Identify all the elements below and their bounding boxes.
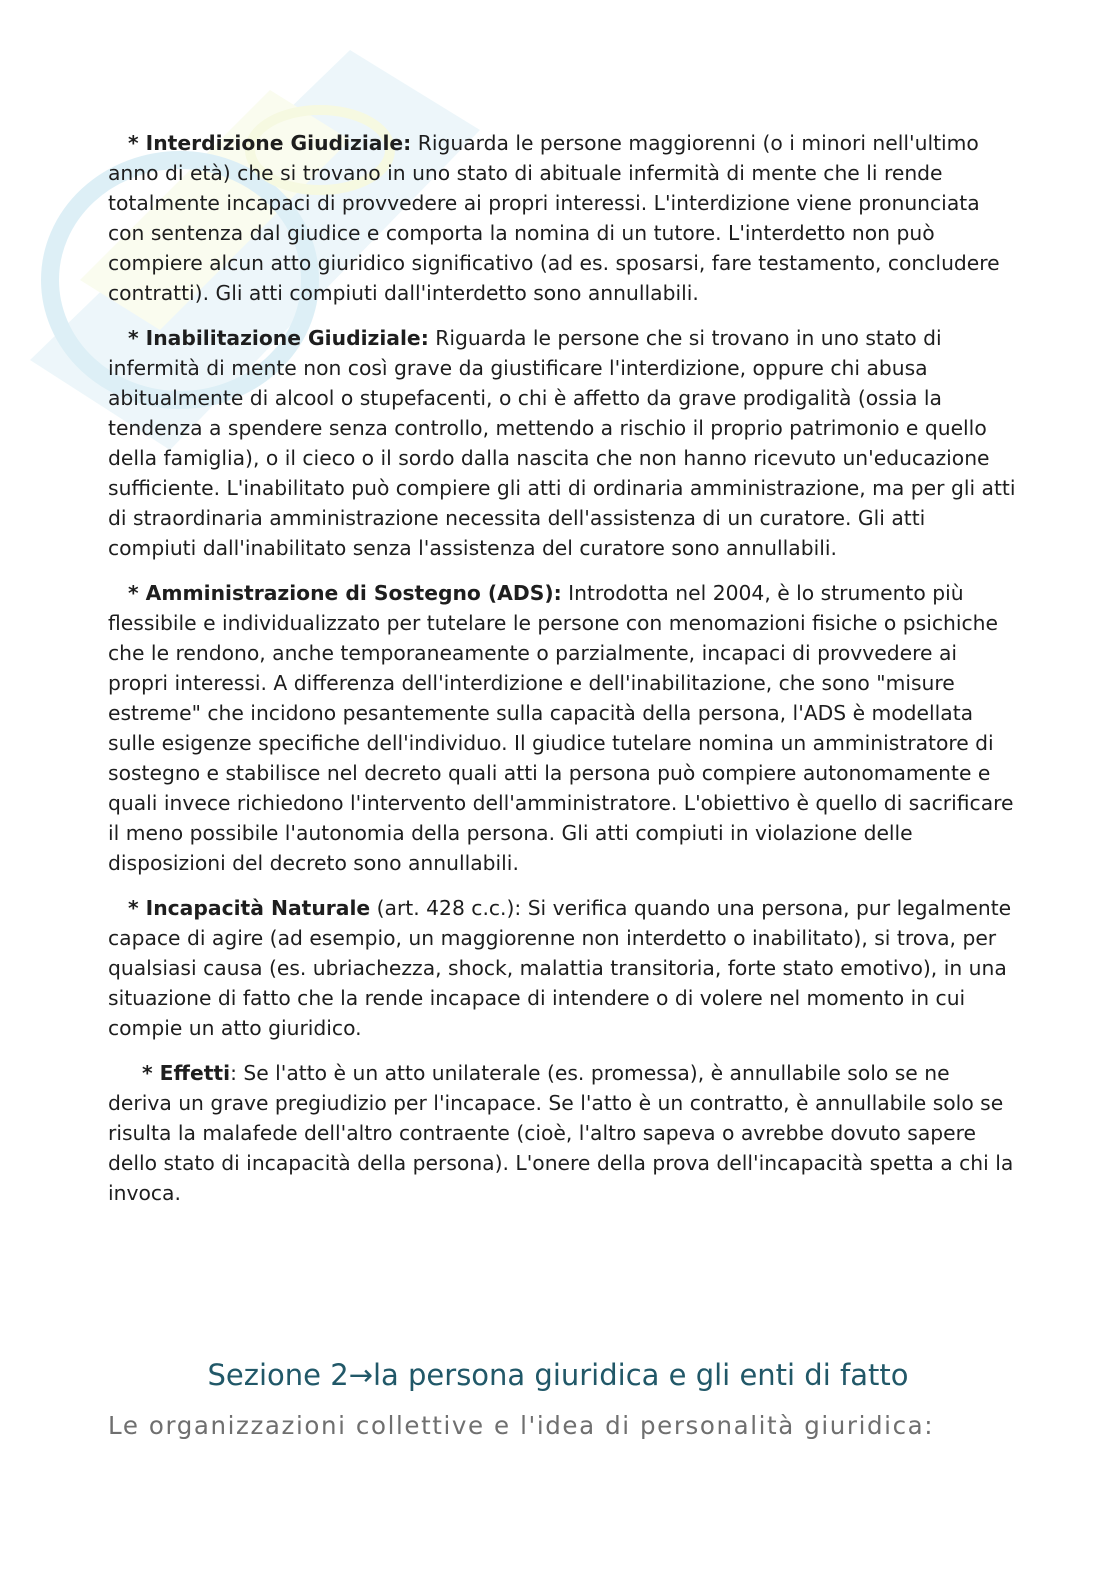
paragraph-lead: * Interdizione Giudiziale:	[128, 131, 412, 155]
paragraph-incapacita-naturale	[108, 893, 1018, 1043]
paragraph-effetti	[108, 1058, 1018, 1208]
section-heading: Sezione 2→la persona giuridica e gli enti di fatto	[207, 1358, 909, 1392]
paragraph-lead: * Amministrazione di Sostegno (ADS):	[128, 581, 562, 605]
paragraph-body: (art. 428 c.c.): Si verifica quando una persona, pur legalmente capace di agire (ad esempio, un maggiorenne non interdetto o inabilitato), si trova, per qualsiasi causa (es. ubriachezza, shock, malattia transitoria, forte stato emotivo), in una situazione di fatto che la rende incapace di intendere o di volere nel momento in cui compie un atto giuridico.	[108, 896, 1012, 1040]
paragraph-lead: * Effetti	[142, 1061, 231, 1085]
paragraph-body: : Se l'atto è un atto unilaterale (es. promessa), è annullabile solo se ne deriva un grave pregiudizio per l'incapace. Se l'atto è un contratto, è annullabile solo se risulta la malafede dell'altro contraente (cioè, l'altro sapeva o avrebbe dovuto sapere dello stato di incapacità della persona). L'onere della prova dell'incapacità spetta a chi la invoca.	[108, 1061, 1014, 1205]
paragraph-lead: * Incapacità Naturale	[128, 896, 371, 920]
paragraph-interdizione	[108, 128, 1018, 308]
paragraph-lead: * Inabilitazione Giudiziale:	[128, 326, 429, 350]
paragraph-body: Introdotta nel 2004, è lo strumento più flessibile e individualizzato per tutelare le persone con menomazioni fisiche o psichiche che le rendono, anche temporaneamente o parzialmente, incapaci di provvedere ai propri interessi. A differenza dell'interdizione e dell'inabilitazione, che sono "misure estreme" che incidono pesantemente sulla capacità della persona, l'ADS è modellata sulle esigenze specifiche dell'individuo. Il giudice tutelare nomina un amministratore di sostegno e stabilisce nel decreto quali atti la persona può compiere autonomamente e quali invece richiedono l'intervento dell'amministratore. L'obiettivo è quello di sacrificare il meno possibile l'autonomia della persona. Gli atti compiuti in violazione delle disposizioni del decreto sono annullabili.	[108, 581, 1014, 875]
paragraph-inabilitazione	[108, 323, 1018, 563]
sub-heading: Le organizzazioni collettive e l'idea di personalità giuridica:	[108, 1411, 935, 1440]
paragraph-body: Riguarda le persone maggiorenni (o i minori nell'ultimo anno di età) che si trovano in uno stato di abituale infermità di mente che li rende totalmente incapaci di provvedere ai propri interessi. L'interdizione viene pronunciata con sentenza dal giudice e comporta la nomina di un tutore. L'interdetto non può compiere alcun atto giuridico significativo (ad es. sposarsi, fare testamento, concludere contratti). Gli atti compiuti dall'interdetto sono annullabili.	[108, 131, 1000, 305]
paragraph-amministrazione-sostegno	[108, 578, 1018, 878]
document-body	[108, 128, 1018, 1223]
paragraph-body: Riguarda le persone che si trovano in uno stato di infermità di mente non così grave da giustificare l'interdizione, oppure chi abusa abitualmente di alcool o stupefacenti, o chi è affetto da grave prodigalità (ossia la tendenza a spendere senza controllo, mettendo a rischio il proprio patrimonio e quello della famiglia), o il cieco o il sordo dalla nascita che non hanno ricevuto un'educazione sufficiente. L'inabilitato può compiere gli atti di ordinaria amministrazione, ma per gli atti di straordinaria amministrazione necessita dell'assistenza di un curatore. Gli atti compiuti dall'inabilitato senza l'assistenza del curatore sono annullabili.	[108, 326, 1016, 560]
